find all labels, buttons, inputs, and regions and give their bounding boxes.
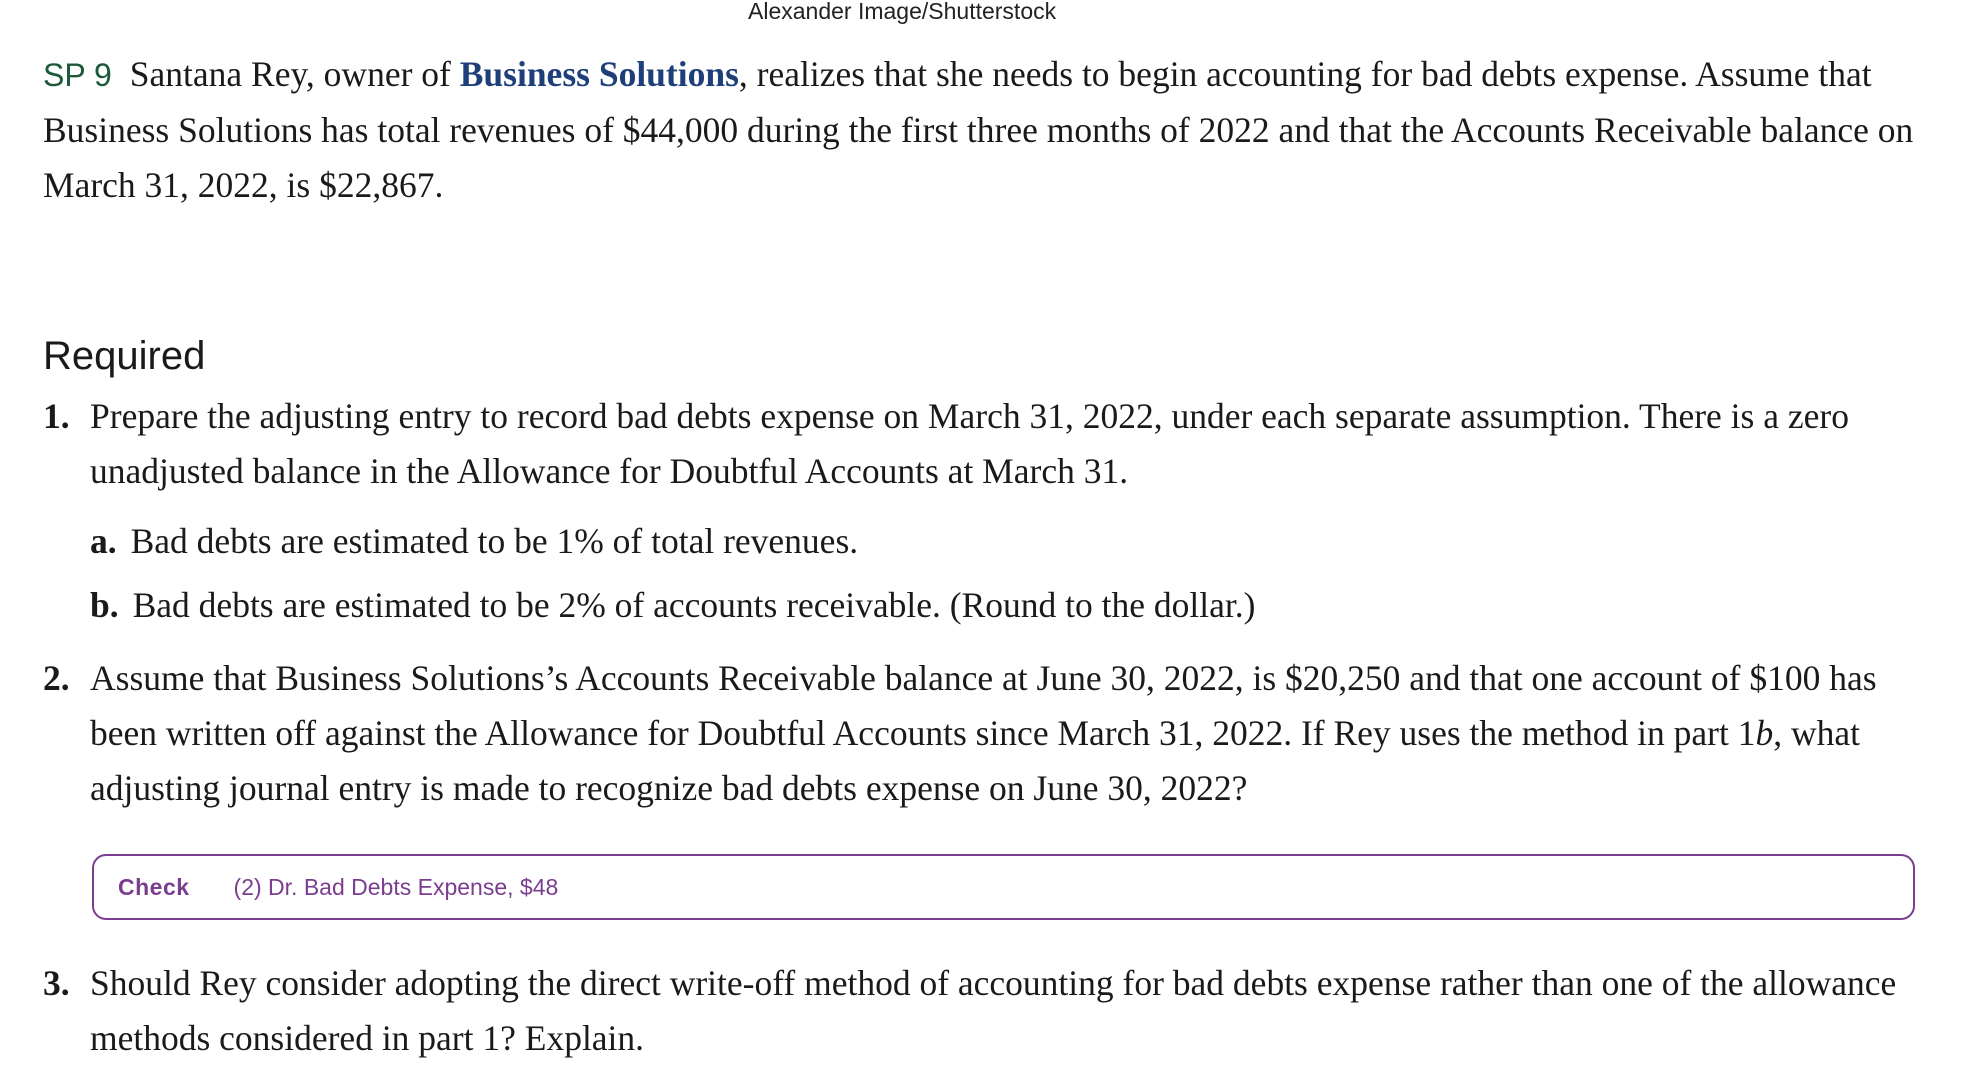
question-text: Should Rey consider adopting the direct write-off method of accounting for bad debts expense rather than one of the allowance methods considered in part 1? Explain. [90, 963, 1897, 1058]
check-label: Check [118, 873, 190, 900]
question-1a [90, 514, 1940, 569]
image-credit: Alexander Image/Shutterstock [748, 0, 1057, 24]
question-text-start: Assume that Business Solutions’s Accounts Receivable balance at June 30, 2022, is $20,250 and that one account of $100 has been written off against the Allowance for Doubtful Accounts since March 31, 2022. If Rey uses the method in part 1 [90, 658, 1877, 753]
question-text-end: , what adjusting journal entry is made to recognize bad debts expense on June 30, 2022? [90, 713, 1860, 808]
part-text: Bad debts are estimated to be 1% of total revenues. [130, 521, 859, 561]
problem-intro [43, 47, 1943, 213]
intro-text-start: Santana Rey, owner of [129, 54, 460, 94]
part-letter: a. [90, 521, 117, 561]
question-text [90, 651, 1943, 816]
question-number: 1. [43, 396, 70, 436]
part-letter: b. [90, 585, 119, 625]
part-text: Bad debts are estimated to be 2% of accounts receivable. (Round to the dollar.) [132, 585, 1256, 625]
question-1b [90, 578, 1940, 633]
intro-text-end: , realizes that she needs to begin accounting for bad debts expense. Assume that Business Solutions has total revenues of $44,000 during the first three months of 2022 and that the Accounts Receivable balance on March 31, 2022, is $22,867. [43, 54, 1914, 205]
question-2 [43, 651, 1943, 816]
check-answer-box [92, 854, 1915, 920]
question-text: Prepare the adjusting entry to record bad debts expense on March 31, 2022, under each separate assumption. There is a zero unadjusted balance in the Allowance for Doubtful Accounts at March 31. [90, 396, 1849, 491]
question-number: 3. [43, 963, 70, 1003]
problem-label: SP 9 [43, 57, 112, 93]
question-text-italic: b [1755, 713, 1774, 753]
question-number: 2. [43, 658, 70, 698]
company-name: Business Solutions [459, 54, 739, 94]
question-1 [43, 389, 1943, 499]
check-answer-text: (2) Dr. Bad Debts Expense, $48 [233, 873, 559, 900]
required-heading: Required [43, 334, 206, 378]
question-3 [43, 956, 1943, 1066]
